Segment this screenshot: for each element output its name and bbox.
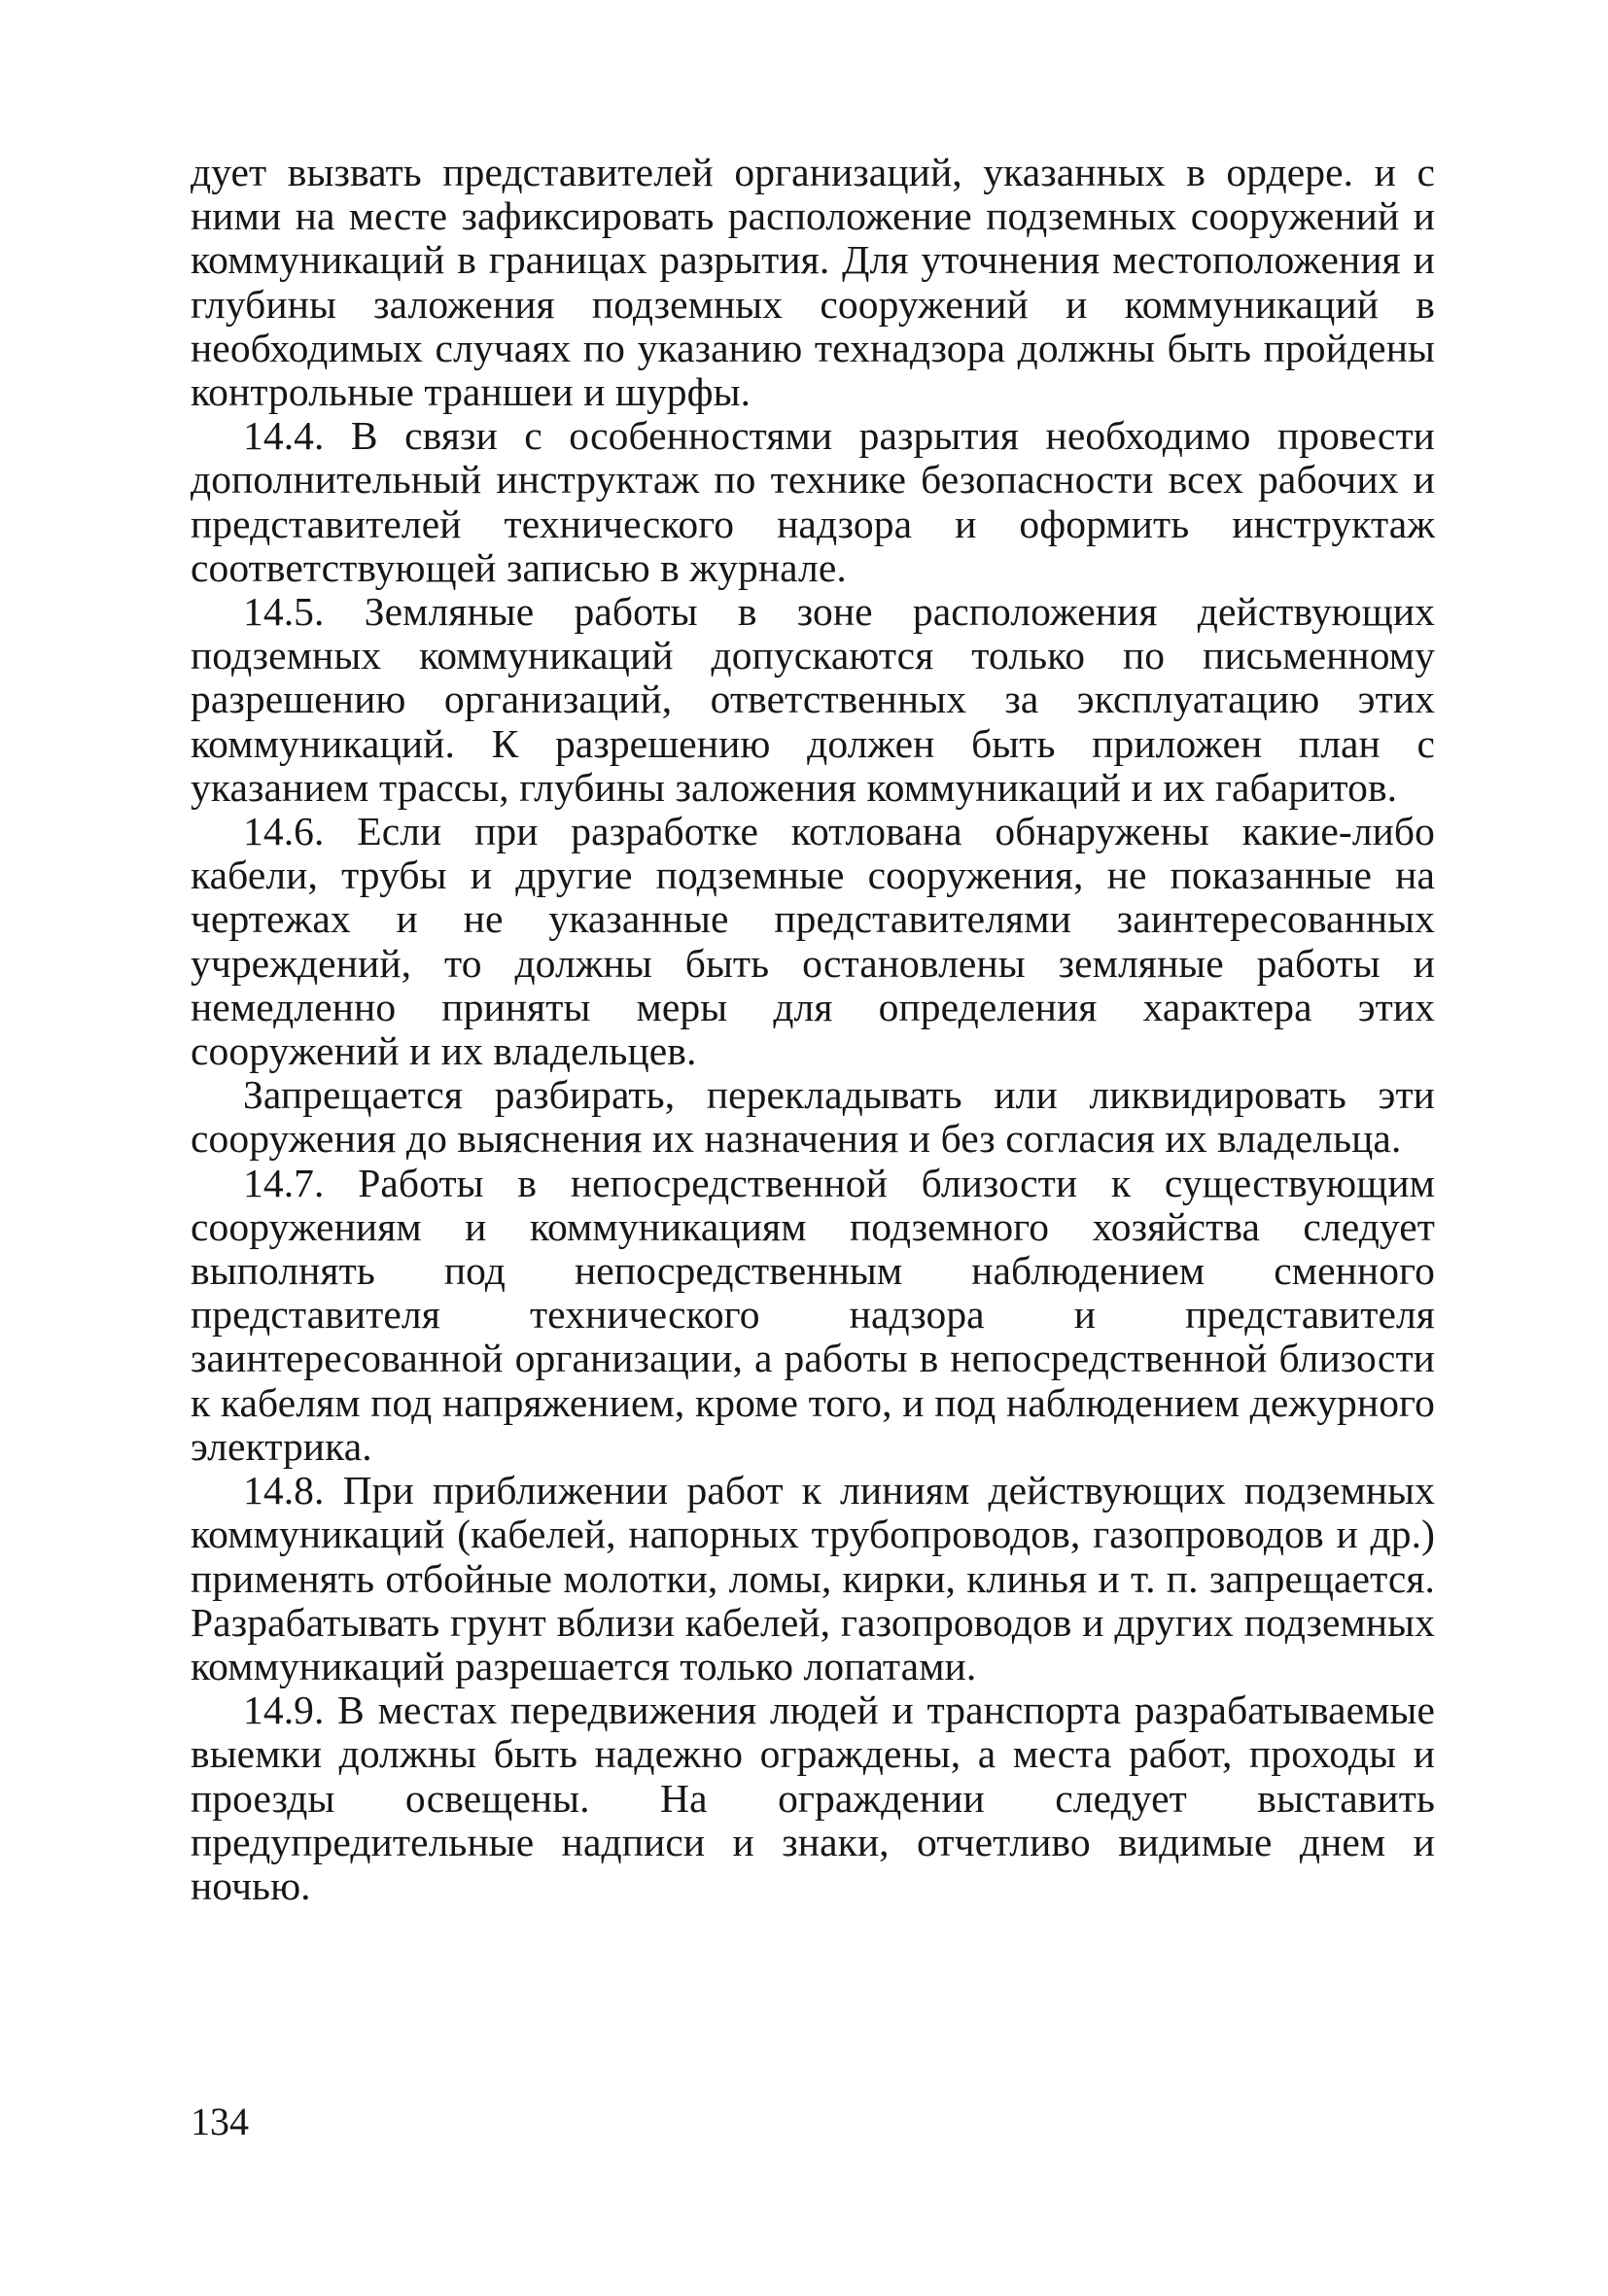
page-body — [191, 151, 1435, 1908]
paragraph-continuation: дует вызвать представителей организаций, указанных в ордере. и с ними на месте зафиксировать расположение подземных сооружений и коммуникаций в границах разрытия. Для уточнения местоположения и глубины заложения подземных сооружений и коммуникаций в необходимых случаях по указанию технадзора должны быть пройдены контрольные траншеи и шурфы. — [191, 150, 1435, 415]
paragraph-14-5: 14.5. Земляные работы в зоне расположения действующих подземных коммуникаций допускаются только по письменному разрешению организаций, ответственных за эксплуатацию этих коммуникаций. К разрешению должен быть приложен план с указанием трассы, глубины заложения коммуникаций и их габаритов. — [191, 589, 1435, 810]
paragraph-prohibition: Запрещается разбирать, перекладывать или ликвидировать эти сооружения до выяснения их назначения и без согласия их владельца. — [191, 1072, 1435, 1162]
paragraph-14-6: 14.6. Если при разработке котлована обнаружены какие-либо кабели, трубы и другие подземные сооружения, не показанные на чертежах и не указанные представителями заинтересованных учреждений, то должны быть остановлены земляные работы и немедленно приняты меры для определения характера этих сооружений и их владельцев. — [191, 809, 1435, 1074]
paragraph-14-4: 14.4. В связи с особенностями разрытия необходимо провести дополнительный инструктаж по технике безопасности всех рабочих и представителей технического надзора и оформить инструктаж соответствующей записью в журнале. — [191, 413, 1435, 590]
paragraph-14-9: 14.9. В местах передвижения людей и транспорта разрабатываемые выемки должны быть надежно ограждены, а места работ, проходы и проезды освещены. На ограждении следует выставить предупредительные надписи и знаки, отчетливо видимые днем и ночью. — [191, 1687, 1435, 1908]
paragraph-14-8: 14.8. При приближении работ к линиям действующих подземных коммуникаций (кабелей, напорных трубопроводов, газопроводов и др.) применять отбойные молотки, ломы, кирки, клинья и т. п. запрещается. Разрабатывать грунт вблизи кабелей, газопроводов и других подземных коммуникаций разрешается только лопатами. — [191, 1468, 1435, 1688]
paragraph-14-7: 14.7. Работы в непосредственной близости к существующим сооружениям и коммуникациям подземного хозяйства следует выполнять под непосредственным наблюдением сменного представителя технического надзора и представителя заинтересованной организации, а работы в непосредственной близости к кабелям под напряжением, кроме того, и под наблюдением дежурного электрика. — [191, 1160, 1435, 1469]
page-number: 134 — [191, 2100, 249, 2143]
